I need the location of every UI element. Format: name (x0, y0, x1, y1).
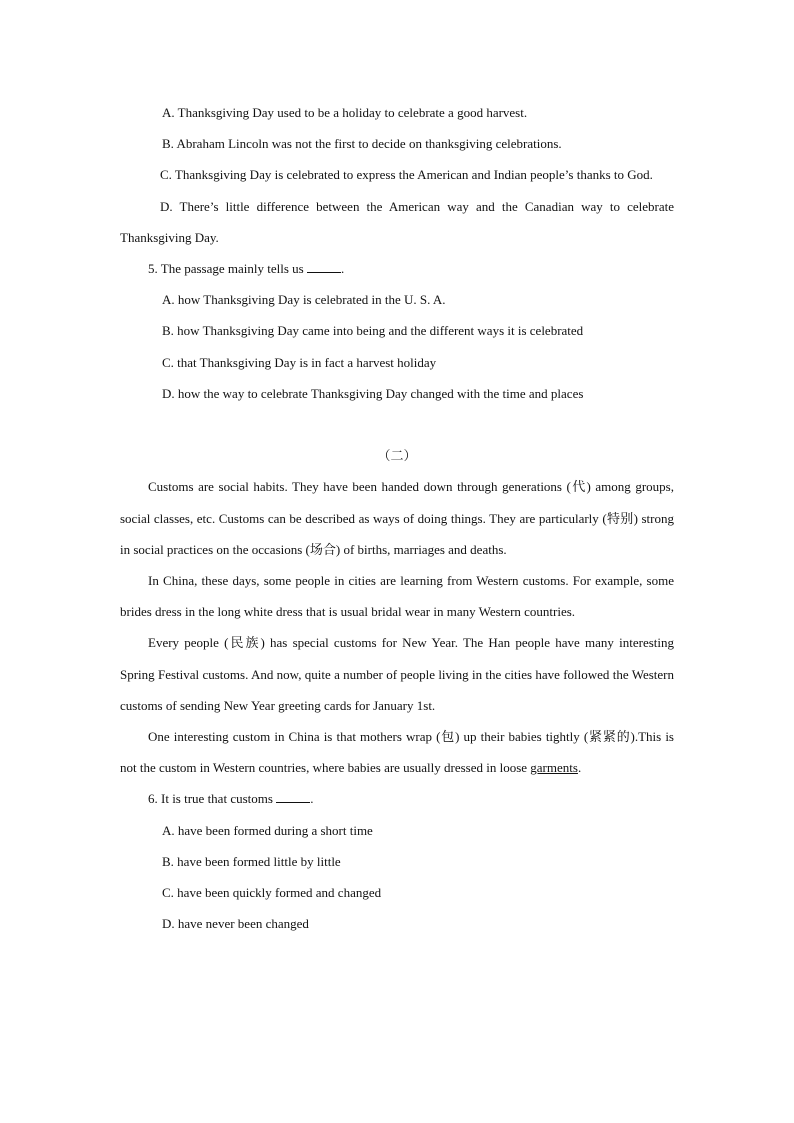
paragraph-4-text: One interesting custom in China is that mothers wrap (包) up their babies tightly (紧紧的).This is not the custom in Western countries, where babies are usually dressed in loose (120, 728, 674, 776)
q4-option-c: C. Thanksgiving Day is celebrated to express the American and Indian people’s thanks to God. (160, 167, 653, 183)
passage-paragraph-4 (120, 721, 674, 783)
q6-option-b: B. have been formed little by little (162, 853, 341, 869)
q4-option-d: D. There’s little difference between the American way and the Canadian way to celebrate Thanksgiving Day. (120, 198, 674, 245)
q5-option-a: A. how Thanksgiving Day is celebrated in the U. S. A. (162, 292, 446, 308)
q4-option-b: B. Abraham Lincoln was not the first to decide on thanksgiving celebrations. (162, 136, 562, 152)
q5-stem-end: . (340, 260, 345, 276)
q5-stem-text: 5. The passage mainly tells us (148, 260, 307, 276)
q6-option-c: C. have been quickly formed and changed (162, 884, 382, 900)
q4-option-a: A. Thanksgiving Day used to be a holiday to celebrate a good harvest. (162, 105, 528, 120)
passage-paragraph-3: Every people (民族) has special customs for New Year. The Han people have many interesting Spring Festival customs. And now, quite a number of people living in the cities have followed the Western customs of sending New Year greeting cards for January 1st. (120, 635, 674, 713)
q6-stem-text: 6. It is true that customs (148, 791, 277, 807)
passage-paragraph-1: Customs are social habits. They have been handed down through generations (代) among groups, social classes, etc. Customs can be described as ways of doing things. They are particularly (特别) strong in social practices on the occasions (场合) of births, marriages and deaths. (120, 479, 674, 557)
document-page (120, 97, 674, 939)
answer-blank (307, 260, 341, 273)
q6-stem-end: . (310, 791, 314, 807)
q5-option-b: B. how Thanksgiving Day came into being and the different ways it is celebrated (162, 323, 584, 339)
underlined-word-garments: garments (530, 760, 578, 776)
q6-option-d: D. have never been changed (162, 916, 309, 932)
q6-option-a: A. have been formed during a short time (162, 822, 373, 838)
q5-option-c: C. that Thanksgiving Day is in fact a harvest holiday (162, 354, 437, 370)
section-title: （二） (377, 448, 417, 464)
q6-stem (120, 783, 674, 814)
answer-blank (276, 790, 310, 803)
q5-stem (120, 253, 674, 284)
q5-option-d: D. how the way to celebrate Thanksgiving Day changed with the time and places (162, 385, 584, 401)
paragraph-4-end: . (577, 760, 582, 776)
passage-paragraph-2: In China, these days, some people in cities are learning from Western customs. For example, some brides dress in the long white dress that is usual bridal wear in many Western countries. (120, 572, 674, 620)
